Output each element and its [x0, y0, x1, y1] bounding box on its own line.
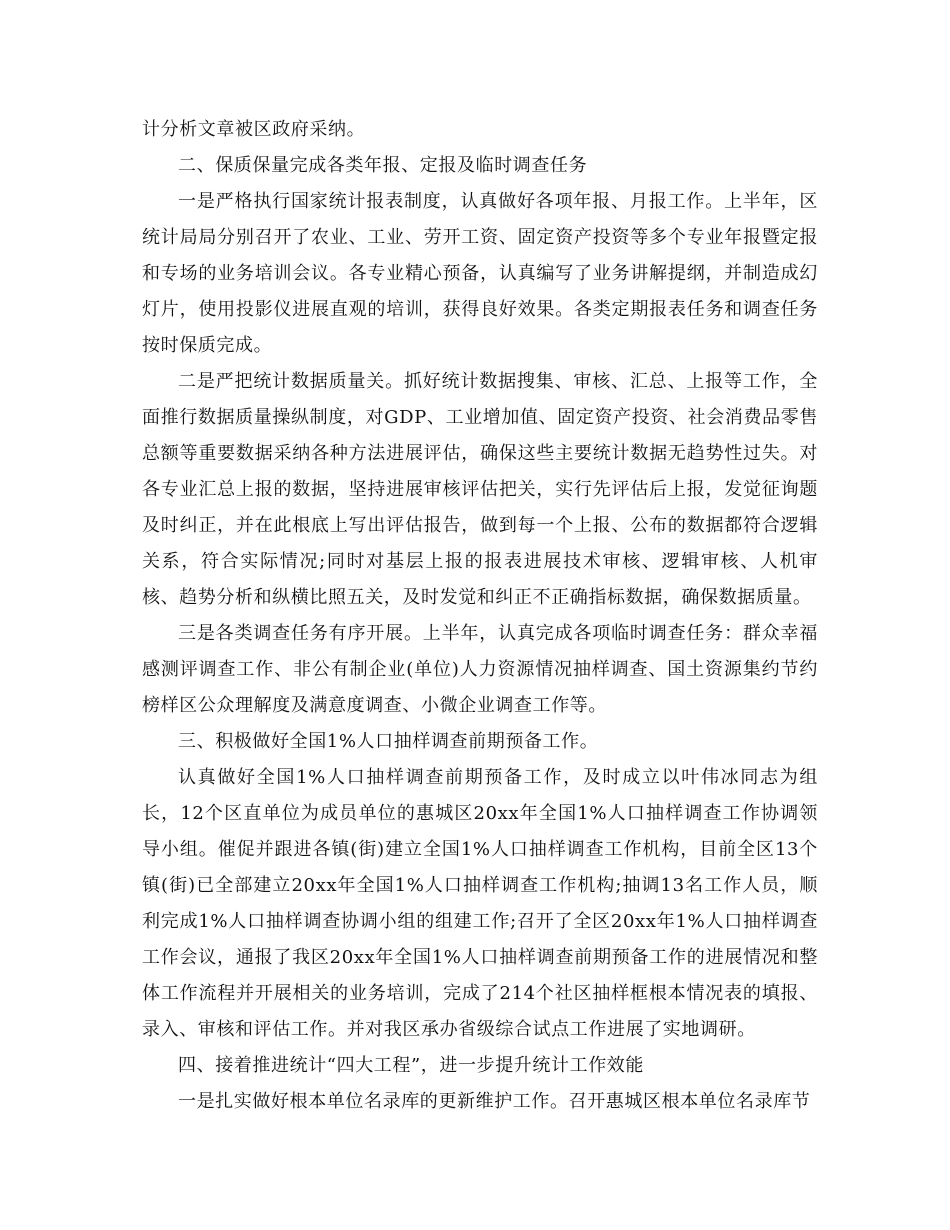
paragraph-data-quality: 二是严把统计数据质量关。抓好统计数据搜集、审核、汇总、上报等工作，全面推行数据质量操纵制度，对GDP、工业增加值、固定资产投资、社会消费品零售总额等重要数据采纳各种方法进展评估，确保这些主要统计数据无趋势性过失。对各专业汇总上报的数据，坚持进展审核评估把关，实行先评估后上报，发觉征询题及时纠正，并在此根底上写出评估报告，做到每一个上报、公布的数据都符合逻辑关系，符合实际情况;同时对基层上报的报表进展技术审核、逻辑审核、人机审核、趋势分析和纵横比照五关，及时发觉和纠正不正确指标数据，确保数据质量。: [142, 371, 818, 608]
section-heading-4: 四、接着推进统计“四大工程”，进一步提升统计工作效能: [178, 1055, 645, 1076]
section-heading-2: 二、保质保量完成各类年报、定报及临时调查任务: [178, 155, 588, 176]
document-body: [142, 112, 818, 1120]
paragraph-continued: 计分析文章被区政府采纳。: [142, 119, 366, 140]
paragraph-reports: 一是严格执行国家统计报表制度，认真做好各项年报、月报工作。上半年，区统计局局分别召开了农业、工业、劳开工资、固定资产投资等多个专业年报暨定报和专场的业务培训会议。各专业精心预备，认真编写了业务讲解提纲，并制造成幻灯片，使用投影仪进展直观的培训，获得良好效果。各类定期报表任务和调查任务按时保质完成。: [142, 191, 818, 356]
paragraph-directory: 一是扎实做好根本单位名录库的更新维护工作。召开惠城区根本单位名录库节: [178, 1091, 811, 1112]
paragraph-population-survey: 认真做好全国1%人口抽样调查前期预备工作，及时成立以叶伟冰同志为组长，12个区直单位为成员单位的惠城区20xx年全国1%人口抽样调查工作协调领导小组。催促并跟进各镇(街)建立全国1%人口抽样调查工作机构，目前全区13个镇(街)已全部建立20xx年全国1%人口抽样调查工作机构;抽调13名工作人员，顺利完成1%人口抽样调查协调小组的组建工作;召开了全区20xx年1%人口抽样调查工作会议，通报了我区20xx年全国1%人口抽样调查前期预备工作的进展情况和整体工作流程并开展相关的业务培训，完成了214个社区抽样框根本情况表的填报、录入、审核和评估工作。并对我区承办省级综合试点工作进展了实地调研。: [142, 767, 818, 1040]
section-heading-3: 三、积极做好全国1%人口抽样调查前期预备工作。: [178, 731, 599, 752]
paragraph-surveys: 三是各类调查任务有序开展。上半年，认真完成各项临时调查任务：群众幸福感测评调查工作、非公有制企业(单位)人力资源情况抽样调查、国土资源集约节约榜样区公众理解度及满意度调查、小微企业调查工作等。: [142, 623, 818, 716]
